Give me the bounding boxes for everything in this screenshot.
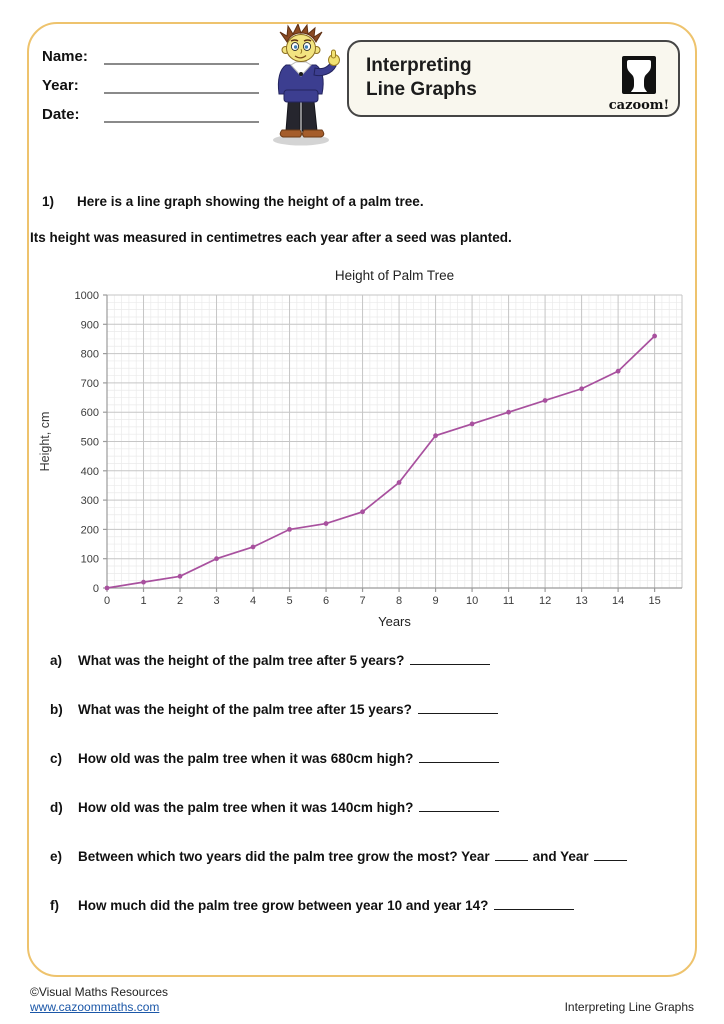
question-letter: f)	[50, 898, 59, 913]
svg-text:13: 13	[575, 595, 588, 607]
question-row-f	[50, 897, 574, 913]
footer-website-link[interactable]: www.cazoommaths.com	[30, 1000, 160, 1014]
question-number: 1)	[42, 194, 55, 209]
question-row-a	[50, 652, 490, 668]
answer-blank	[418, 701, 498, 714]
svg-text:7: 7	[359, 595, 366, 607]
question-row-e	[50, 848, 632, 864]
svg-text:200: 200	[80, 524, 99, 537]
question-text: How old was the palm tree when it was 140cm high?	[78, 800, 414, 815]
question-intro	[42, 194, 424, 209]
question-text: Between which two years did the palm tree grow the most? Year	[78, 849, 490, 864]
svg-text:0: 0	[92, 583, 99, 595]
question-intro-line2: Its height was measured in centimetres each year after a seed was planted.	[30, 230, 512, 245]
svg-text:Height of Palm Tree: Height of Palm Tree	[334, 268, 455, 283]
svg-text:1: 1	[140, 595, 147, 607]
svg-text:400: 400	[80, 465, 99, 478]
svg-text:9: 9	[432, 595, 439, 607]
name-label: Name:	[42, 48, 88, 65]
question-row-c	[50, 750, 499, 766]
answer-blank	[419, 799, 499, 812]
svg-text:11: 11	[502, 595, 515, 607]
question-text-2: and Year	[532, 849, 589, 864]
question-text: What was the height of the palm tree after 15 years?	[78, 702, 412, 717]
footer-doc-title: Interpreting Line Graphs	[564, 1000, 694, 1014]
svg-text:500: 500	[80, 436, 99, 449]
worksheet-title	[366, 54, 477, 102]
svg-text:800: 800	[80, 348, 99, 361]
cartoon-boy-illustration	[258, 24, 344, 148]
year-label: Year:	[42, 77, 79, 94]
question-text: How much did the palm tree grow between year 10 and year 14?	[78, 898, 489, 913]
worksheet-title-line2: Line Graphs	[366, 79, 477, 100]
worksheet-title-line1: Interpreting	[366, 55, 472, 76]
question-letter: d)	[50, 800, 63, 815]
question-letter: b)	[50, 702, 63, 717]
answer-blank-year2	[594, 848, 627, 861]
year-input-line[interactable]	[104, 79, 259, 94]
answer-blank	[494, 897, 574, 910]
svg-text:10: 10	[465, 595, 479, 607]
cazoom-logo-text: cazoom!	[608, 98, 670, 113]
answer-blank	[419, 750, 499, 763]
svg-text:900: 900	[80, 319, 99, 332]
question-letter: a)	[50, 653, 63, 668]
svg-text:700: 700	[80, 377, 99, 390]
palm-tree-chart	[35, 262, 690, 634]
question-letter: c)	[50, 751, 63, 766]
svg-text:Height, cm: Height, cm	[38, 411, 52, 472]
question-text: What was the height of the palm tree after 5 years?	[78, 653, 405, 668]
svg-text:15: 15	[648, 595, 661, 607]
question-row-b	[50, 701, 498, 717]
svg-text:100: 100	[80, 553, 99, 566]
svg-text:300: 300	[80, 495, 99, 508]
svg-text:3: 3	[213, 595, 220, 607]
question-letter: e)	[50, 849, 63, 864]
answer-blank-year1	[495, 848, 528, 861]
svg-text:600: 600	[80, 407, 99, 420]
svg-text:Years: Years	[378, 614, 411, 629]
name-field-row	[42, 48, 259, 65]
svg-text:8: 8	[396, 595, 403, 607]
svg-text:14: 14	[611, 595, 625, 607]
question-row-d	[50, 799, 499, 815]
question-text: How old was the palm tree when it was 680cm high?	[78, 751, 414, 766]
svg-text:6: 6	[322, 595, 330, 607]
svg-text:2: 2	[176, 595, 184, 607]
svg-text:12: 12	[538, 595, 552, 607]
date-input-line[interactable]	[104, 108, 259, 123]
name-input-line[interactable]	[104, 50, 259, 65]
svg-text:0: 0	[103, 595, 111, 607]
footer-left	[30, 985, 168, 1015]
year-field-row	[42, 77, 259, 94]
date-field-row	[42, 106, 259, 123]
svg-text:4: 4	[249, 595, 257, 607]
svg-text:5: 5	[286, 595, 293, 607]
svg-text:1000: 1000	[74, 290, 99, 302]
question-intro-text: Here is a line graph showing the height of a palm tree.	[77, 194, 424, 209]
footer-copyright: ©Visual Maths Resources	[30, 985, 169, 999]
worksheet-title-box	[347, 40, 680, 117]
cazoom-logo	[608, 55, 670, 113]
date-label: Date:	[42, 106, 80, 123]
answer-blank	[410, 652, 490, 665]
